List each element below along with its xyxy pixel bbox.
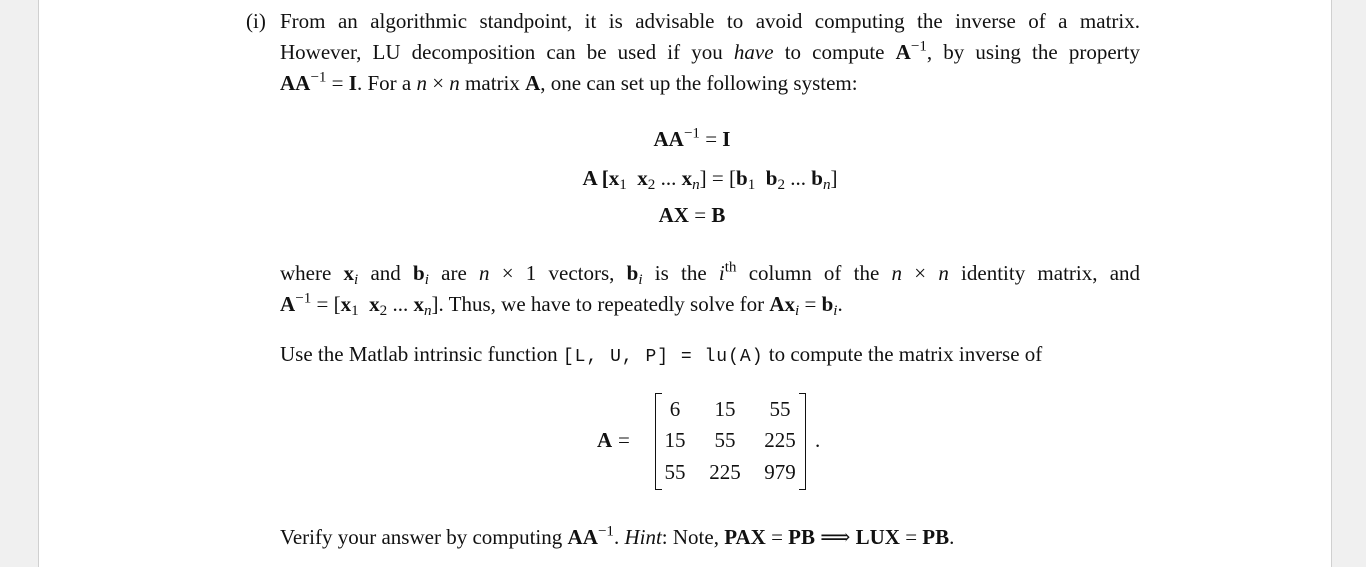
intro-line-3: $AA^{-1} = I$. For a n × n matrix A, one can set up the following system: (280, 69, 858, 95)
matrix-cell: 15 (714, 397, 736, 421)
intro-line-2: However, LU decomposition can be used if you have to compute $A^{-1}$, by using the property (280, 38, 1140, 64)
matrix-label: A (597, 428, 613, 452)
intro-line-1: From an algorithmic standpoint, it is advisable to avoid computing the inverse of a matrix. (280, 9, 1140, 33)
item-label: (i) (246, 9, 266, 33)
matrix-equals: = (618, 428, 630, 452)
verify-line: Verify your answer by computing $AA^{-1}$. Hint: Note, PAX = PB ⟹ LUX = PB. (280, 523, 955, 549)
matrix-cell: 6 (669, 397, 681, 421)
matrix-cell: 55 (769, 397, 791, 421)
matrix-cell: 225 (709, 460, 741, 484)
matlab-instruction: Use the Matlab intrinsic function [L, U, P] = lu(A) to compute the matrix inverse of (280, 342, 1043, 367)
where-line-1: where $x_i$ and $b_i$ are n × 1 vectors, $b_i$ is the $i^{th}$ column of the n × n identity matrix, and (280, 259, 1141, 288)
matrix-cell: 55 (664, 460, 686, 484)
equation-1: $AA^{-1} = I$ (653, 125, 731, 151)
matlab-code: [L, U, P] = lu(A) (562, 347, 764, 367)
matrix-cell: 15 (664, 428, 686, 452)
matrix-cell: 979 (764, 460, 796, 484)
matrix-cell: 225 (764, 428, 796, 452)
matrix-trailing-period: . (815, 428, 821, 452)
matrix-cell: 55 (714, 428, 736, 452)
equation-3: AX = B (658, 203, 726, 227)
where-line-2: $A^{-1} = [x_1$ $x_2$ ... $x_n$]. Thus, we have to repeatedly solve for $Ax_i = b_i$. (280, 290, 843, 319)
equation-2: A [$x_1$ $x_2$ ... $x_n] = [b_1$ $b_2$ ... $b_n$] (582, 166, 838, 193)
